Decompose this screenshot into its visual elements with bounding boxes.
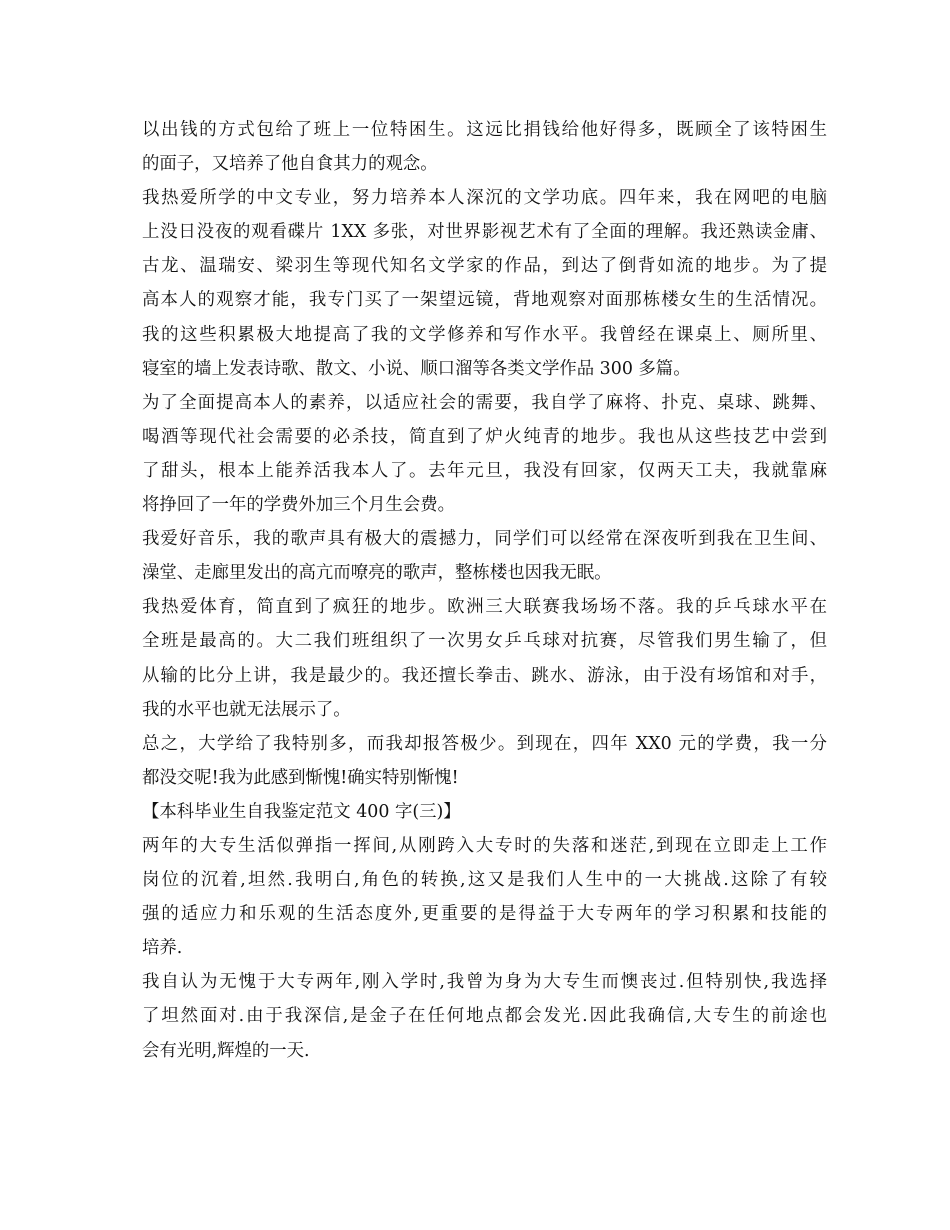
- text-line: 了坦然面对.由于我深信,是金子在任何地点都会发光.因此我确信,大专生的前途也: [142, 1006, 827, 1027]
- text-line: 岗位的沉着,坦然.我明白,角色的转换,这又是我们人生中的一大挑战.这除了有较: [142, 870, 827, 891]
- text-line: 我热爱体育，简直到了疯狂的地步。欧洲三大联赛我场场不落。我的乒乓球水平在: [142, 597, 827, 618]
- text-line: 以出钱的方式包给了班上一位特困生。这远比捐钱给他好得多，既顾全了该特困生: [142, 120, 827, 140]
- section-heading: 【本科毕业生自我鉴定范文 400 字(三)】: [142, 801, 461, 822]
- text-line: 从输的比分上讲，我是最少的。我还擅长拳击、跳水、游泳，由于没有场馆和对手，: [142, 665, 827, 686]
- text-line: 都没交呢!我为此感到惭愧!确实特别惭愧!: [142, 767, 459, 788]
- text-line: 我的水平也就无法展示了。: [142, 699, 351, 720]
- text-line: 我的这些积累极大地提高了我的文学修养和写作水平。我曾经在课桌上、厕所里、: [142, 324, 827, 345]
- text-line: 我热爱所学的中文专业，努力培养本人深沉的文学功底。四年来，我在网吧的电脑: [142, 188, 827, 209]
- text-line: 我爱好音乐，我的歌声具有极大的震撼力，同学们可以经常在深夜听到我在卫生间、: [142, 529, 827, 550]
- document-body: [142, 113, 827, 1068]
- text-line: 总之，大学给了我特别多，而我却报答极少。到现在，四年 XX0 元的学费，我一分: [142, 733, 827, 754]
- text-line: 古龙、温瑞安、梁羽生等现代知名文学家的作品，到达了倒背如流的地步。为了提: [142, 256, 827, 277]
- text-line: 高本人的观察才能，我专门买了一架望远镜，背地观察对面那栋楼女生的生活情况。: [142, 290, 827, 311]
- text-line: 澡堂、走廊里发出的高亢而嘹亮的歌声，整栋楼也因我无眠。: [142, 563, 612, 584]
- text-line: 了甜头，根本上能养活我本人了。去年元旦，我没有回家，仅两天工夫，我就靠麻: [142, 460, 827, 481]
- text-line: 喝酒等现代社会需要的必杀技，简直到了炉火纯青的地步。我也从这些技艺中尝到: [142, 426, 827, 447]
- text-line: 我自认为无愧于大专两年,刚入学时,我曾为身为大专生而懊丧过.但特别快,我选择: [142, 972, 827, 993]
- text-line: 为了全面提高本人的素养，以适应社会的需要，我自学了麻将、扑克、桌球、跳舞、: [142, 392, 827, 413]
- text-line: 将挣回了一年的学费外加三个月生会费。: [142, 495, 456, 516]
- text-line: 培养.: [142, 938, 183, 959]
- text-line: 上没日没夜的观看碟片 1XX 多张，对世界影视艺术有了全面的理解。我还熟读金庸、: [142, 222, 827, 243]
- text-line: 两年的大专生活似弹指一挥间,从刚跨入大专时的失落和迷茫,到现在立即走上工作: [142, 835, 827, 856]
- text-line: 寝室的墙上发表诗歌、散文、小说、顺口溜等各类文学作品 300 多篇。: [142, 358, 691, 379]
- text-line: 全班是最高的。大二我们班组织了一次男女乒乓球对抗赛，尽管我们男生输了，但: [142, 631, 827, 652]
- text-line: 的面子，又培养了他自食其力的观念。: [142, 154, 438, 175]
- text-line: 会有光明,辉煌的一天.: [142, 1040, 310, 1061]
- text-line: 强的适应力和乐观的生活态度外,更重要的是得益于大专两年的学习积累和技能的: [142, 904, 827, 925]
